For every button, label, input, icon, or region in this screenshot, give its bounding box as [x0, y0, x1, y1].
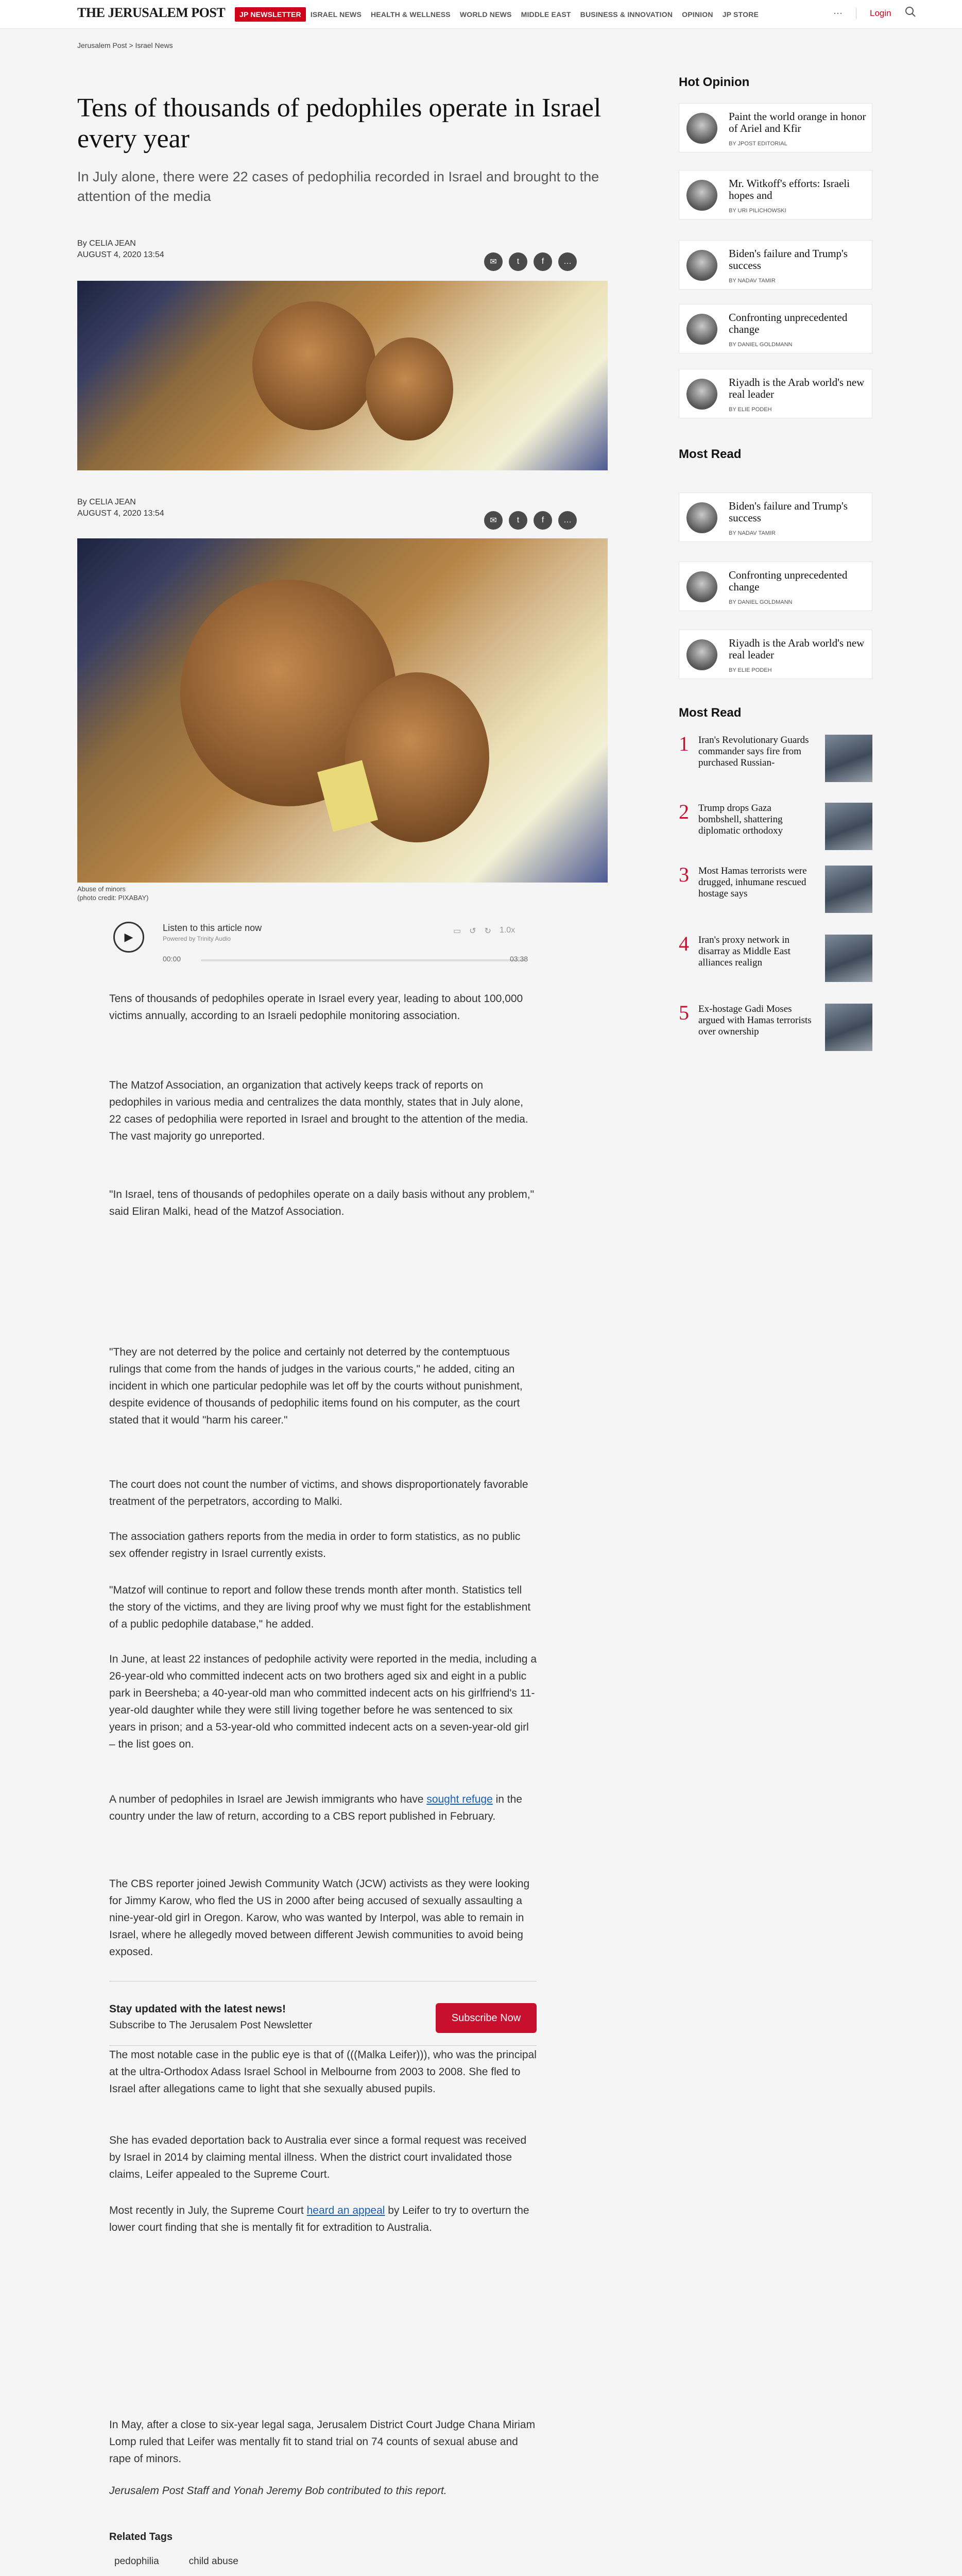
- opinion-card[interactable]: Biden's failure and Trump's success BY NADAV TAMIR: [679, 493, 872, 542]
- most-read-item[interactable]: 1 Iran's Revolutionary Guards commander says fire from purchased Russian-: [679, 733, 872, 788]
- article-paragraph: The CBS reporter joined Jewish Community Watch (JCW) activists as they were looking for Jimmy Karow, who fled the US in 2000 after being accused of sexually assaulting a nine-year-old girl in Oregon. Karow, who was wanted by Interpol, was able to remain in Israel, where he allegedly moved between different Jewish communities to avoid being exposed.: [109, 1878, 530, 1958]
- playlist-icon[interactable]: ▭: [453, 927, 461, 936]
- article-paragraph: In June, at least 22 instances of pedophile activity were reported in the media, including a 26-year-old who committed indecent acts on two brothers aged six and eight in a public park in Beersheba; a 40-year-old man who committed indecent acts on his girlfriend's 11-year-old daughter while they were still living together before he was sentenced to six years in prison; and a 53-year-old who committed indecent acts on a seven-year-old girl – the list goes on.: [109, 1653, 537, 1750]
- thumbnail: [825, 866, 872, 913]
- article-paragraph: The most notable case in the public eye is that of (((Malka Leifer))), who was the principal at the ultra-Orthodox Adass Israel School in Melbourne from 2003 to 2008. She fled to Israel after allegations came to light that she sexually abused pupils.: [109, 2049, 537, 2095]
- author-avatar: [686, 113, 717, 144]
- player-title: Listen to this article now: [163, 923, 262, 933]
- article-header: [77, 93, 608, 206]
- opinion-card[interactable]: Confronting unprecedented change BY DANIEL GOLDMANN: [679, 562, 872, 611]
- article-paragraph: She has evaded deportation back to Australia ever since a formal request was received by Israel in 2014 by claiming mental illness. When the district court invalidated those claims, Leifer appealed to the Supreme Court.: [109, 2134, 527, 2180]
- comment-share-icon[interactable]: …: [558, 252, 577, 271]
- article-paragraph: The association gathers reports from the media in order to form statistics, as no public sex offender registry in Israel currently exists.: [109, 1531, 521, 1560]
- article-title: Tens of thousands of pedophiles operate in Israel every year: [77, 93, 602, 154]
- byline-secondary: [77, 497, 164, 519]
- more-menu-button[interactable]: ···: [833, 8, 843, 18]
- twitter-share-icon[interactable]: t: [509, 511, 527, 530]
- breadcrumb[interactable]: Jerusalem Post > Israel News: [77, 41, 173, 49]
- article-paragraph: "In Israel, tens of thousands of pedophiles operate on a daily basis without any problem," said Eliran Malki, head of the Matzof Association.: [109, 1189, 535, 1217]
- hot-opinion-heading: Hot Opinion: [679, 75, 750, 89]
- sought-refuge-link[interactable]: sought refuge: [426, 1793, 493, 1805]
- newsletter-text: Subscribe to The Jerusalem Post Newsletter: [109, 2020, 313, 2031]
- opinion-card[interactable]: Biden's failure and Trump's success BY NADAV TAMIR: [679, 240, 872, 290]
- article-paragraph: The court does not count the number of victims, and shows disproportionately favorable treatment of the perpetrators, according to Malki.: [109, 1479, 528, 1507]
- thumbnail: [825, 935, 872, 982]
- site-logo[interactable]: THE JERUSALEM POST: [77, 5, 226, 20]
- article-paragraph: The Matzof Association, an organization that actively keeps track of reports on pedophiles in various media and centralizes the data monthly, states that in July alone, 22 cases of pedophilia were reported in Israel and brought to the attention of the media. The vast majority go unreported.: [109, 1079, 528, 1142]
- nav-item-health[interactable]: HEALTH & WELLNESS: [371, 10, 451, 19]
- comment-share-icon[interactable]: …: [558, 511, 577, 530]
- tag-list: [109, 2554, 244, 2569]
- player-time-end: 03:38: [510, 955, 528, 963]
- article-paragraph: A number of pedophiles in Israel are Jewish immigrants who have sought refuge in the country under the law of return, according to a CBS report published in February.: [109, 1793, 522, 1822]
- most-read-item[interactable]: 5 Ex-hostage Gadi Moses argued with Hamas terrorists over ownership: [679, 1002, 872, 1057]
- most-read-item[interactable]: 4 Iran's proxy network in disarray as Middle East alliances realign: [679, 933, 872, 988]
- tag-pedophilia[interactable]: pedophilia: [114, 2556, 159, 2567]
- author-avatar: [686, 571, 717, 602]
- author-avatar: [686, 314, 717, 345]
- opinion-card[interactable]: Riyadh is the Arab world's new real leader BY ELIE PODEH: [679, 369, 872, 418]
- search-icon[interactable]: [905, 6, 916, 20]
- heard-an-appeal-link[interactable]: heard an appeal: [306, 2205, 385, 2216]
- image-caption: Abuse of minors (photo credit: PIXABAY): [77, 885, 149, 902]
- header-actions: [833, 6, 916, 20]
- article-paragraph: Most recently in July, the Supreme Court heard an appeal by Leifer to try to overturn the lower court finding that she is mentally fit for extradition to Australia.: [109, 2205, 529, 2233]
- author-avatar: [686, 180, 717, 211]
- opinion-card[interactable]: Confronting unprecedented change BY DANIEL GOLDMANN: [679, 304, 872, 353]
- player-powered-by: Powered by Trinity Audio: [163, 935, 231, 942]
- article-subtitle: In July alone, there were 22 cases of pedophilia recorded in Israel and brought to the attention of the media: [77, 169, 599, 204]
- author-avatar: [686, 379, 717, 410]
- login-link[interactable]: Login: [869, 8, 891, 18]
- nav-item-newsletter[interactable]: JP NEWSLETTER: [235, 7, 306, 22]
- tag-child-abuse[interactable]: child abuse: [188, 2556, 238, 2567]
- article-main-image: [77, 538, 608, 883]
- player-time-start: 00:00: [163, 955, 181, 963]
- twitter-share-icon[interactable]: t: [509, 252, 527, 271]
- forward-icon[interactable]: ↻: [484, 927, 491, 936]
- nav-item-business[interactable]: BUSINESS & INNOVATION: [580, 10, 673, 19]
- newsletter-heading: Stay updated with the latest news!: [109, 2003, 286, 2015]
- article-paragraph: In May, after a close to six-year legal saga, Jerusalem District Court Judge Chana Miriam Lomp ruled that Leifer was mentally fit to stand trial on 74 counts of sexual abuse and rape of minors.: [109, 2419, 536, 2465]
- main-nav: [235, 7, 763, 22]
- article-paragraph: "Matzof will continue to report and follow these trends month after month. Statistics tell the story of the victims, and they are living proof why we must fight for the establishment of a public pedophile database," he added.: [109, 1584, 531, 1630]
- thumbnail: [825, 735, 872, 782]
- facebook-share-icon[interactable]: f: [534, 252, 552, 271]
- author-avatar: [686, 250, 717, 281]
- email-share-icon[interactable]: ✉: [484, 511, 503, 530]
- nav-item-opinion[interactable]: OPINION: [682, 10, 713, 19]
- speed-button[interactable]: 1.0x: [499, 926, 516, 935]
- audio-player: [113, 921, 536, 962]
- top-navigation-bar: [0, 0, 962, 29]
- subscribe-button[interactable]: Subscribe Now: [436, 2003, 537, 2033]
- author-name[interactable]: By CELIA JEAN: [77, 239, 136, 248]
- hero-image: [77, 281, 608, 470]
- player-controls: [453, 926, 515, 936]
- nav-item-world-news[interactable]: WORLD NEWS: [459, 10, 512, 19]
- article-paragraph: "They are not deterred by the police and certainly not deterred by the contemptuous rulings that come from the hands of judges in the various courts," he added, citing an incident in which one particular pedophile was let off by the courts without punishment, despite evidence of thousands of pedophilic items found on his computer, as the court stated that it would "harm his career.": [109, 1346, 523, 1426]
- newsletter-box: [109, 1981, 537, 2046]
- related-tags-heading: Related Tags: [109, 2531, 173, 2543]
- email-share-icon[interactable]: ✉: [484, 252, 503, 271]
- publish-date: AUGUST 4, 2020 13:54: [77, 250, 164, 259]
- nav-item-middle-east[interactable]: MIDDLE EAST: [521, 10, 571, 19]
- facebook-share-icon[interactable]: f: [534, 511, 552, 530]
- share-bar: [484, 252, 577, 271]
- publish-date: AUGUST 4, 2020 13:54: [77, 509, 164, 518]
- author-avatar: [686, 502, 717, 533]
- article-paragraph: Tens of thousands of pedophiles operate in Israel every year, leading to about 100,000 victims annually, according to an Israeli pedophile monitoring association.: [109, 993, 523, 1022]
- most-read-heading: Most Read: [679, 447, 742, 461]
- most-read-item[interactable]: 2 Trump drops Gaza bombshell, shattering diplomatic orthodoxy: [679, 801, 872, 856]
- player-progress-bar[interactable]: [201, 959, 525, 961]
- article-paragraph: Jerusalem Post Staff and Yonah Jeremy Bob contributed to this report.: [109, 2485, 447, 2497]
- byline: [77, 238, 164, 261]
- opinion-card[interactable]: Mr. Witkoff's efforts: Israeli hopes and BY URI PILICHOWSKI: [679, 170, 872, 219]
- nav-item-jp-store[interactable]: JP STORE: [722, 10, 759, 19]
- thumbnail: [825, 1004, 872, 1051]
- play-button[interactable]: ▶: [113, 922, 144, 953]
- author-avatar: [686, 639, 717, 670]
- most-read-heading: Most Read: [679, 706, 742, 720]
- opinion-card[interactable]: Riyadh is the Arab world's new real leader BY ELIE PODEH: [679, 630, 872, 679]
- rewind-icon[interactable]: ↺: [469, 927, 476, 936]
- share-bar-secondary: [484, 511, 577, 530]
- nav-item-israel-news[interactable]: ISRAEL NEWS: [310, 10, 362, 19]
- most-read-item[interactable]: 3 Most Hamas terrorists were drugged, inhumane rescued hostage says: [679, 863, 872, 919]
- opinion-card[interactable]: Paint the world orange in honor of Ariel and Kfir BY JPOST EDITORIAL: [679, 103, 872, 152]
- thumbnail: [825, 803, 872, 850]
- author-name[interactable]: By CELIA JEAN: [77, 498, 136, 506]
